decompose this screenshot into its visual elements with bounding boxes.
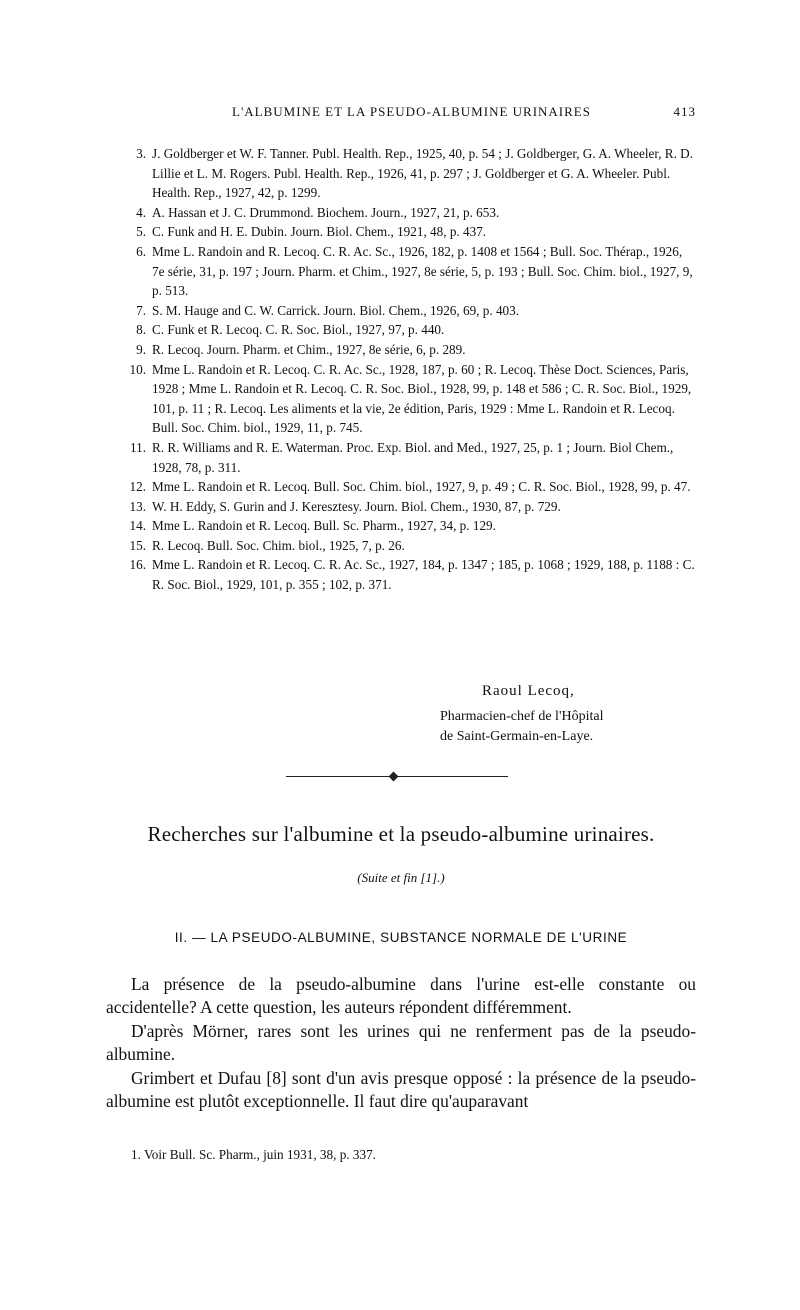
reference-item <box>106 477 696 497</box>
author-signature <box>440 681 700 747</box>
reference-text: A. Hassan et J. C. Drummond. Biochem. Journ., 1927, 21, p. 653. <box>152 204 500 220</box>
reference-item <box>106 144 696 203</box>
reference-text: J. Goldberger et W. F. Tanner. Publ. Health. Rep., 1925, 40, p. 54 ; J. Goldberger, G. A. Wheeler, R. D. Lillie et L. M. Rogers. Publ. Health. Rep., 1926, 41, p. 297 ; J. Goldberger et G. A. Wheeler. Publ. Health. Rep., 1927, 42, p. 1299. <box>152 146 694 201</box>
running-title: L'ALBUMINE ET LA PSEUDO-ALBUMINE URINAIRES <box>232 104 591 119</box>
reference-item <box>106 320 696 340</box>
reference-text: R. R. Williams and R. E. Waterman. Proc. Exp. Biol. and Med., 1927, 25, p. 1 ; Journ. Biol Chem., 1928, 78, p. 311. <box>152 439 674 475</box>
reference-text: Mme L. Randoin et R. Lecoq. Bull. Soc. Chim. biol., 1927, 9, p. 49 ; C. R. Soc. Biol., 1928, 99, p. 47. <box>152 479 691 495</box>
paragraph-1: La présence de la pseudo-albumine dans l'urine est-elle constante ou accidentelle? A cette question, les auteurs répondent différemment. <box>106 974 696 1018</box>
reference-number: 3. <box>136 146 146 161</box>
reference-text: Mme L. Randoin et R. Lecoq. C. R. Ac. Sc., 1928, 187, p. 60 ; R. Lecoq. Thèse Doct. Sciences, Paris, 1928 ; Mme L. Randoin et R. Lecoq. C. R. Soc. Biol., 1928, 99, p. 148 et 586 ; C. R. Soc. Biol., 1929, 101, p. 11 ; R. Lecoq. Les aliments et la vie, 2e édition, Paris, 1929 : Mme L. Randoin et R. Lecoq. Bull. Soc. Chim. biol., 1929, 11, p. 745. <box>152 361 692 436</box>
reference-text: C. Funk et R. Lecoq. C. R. Soc. Biol., 1927, 97, p. 440. <box>152 322 445 338</box>
reference-text: R. Lecoq. Journ. Pharm. et Chim., 1927, 8e série, 6, p. 289. <box>152 341 466 357</box>
reference-text: C. Funk and H. E. Dubin. Journ. Biol. Chem., 1921, 48, p. 437. <box>152 224 487 240</box>
reference-text: Mme L. Randoin et R. Lecoq. Bull. Sc. Pharm., 1927, 34, p. 129. <box>152 518 496 534</box>
paragraph-3: Grimbert et Dufau [8] sont d'un avis presque opposé : la présence de la pseudo-albumine est plutôt exceptionnelle. Il faut dire qu'auparavant <box>106 1067 696 1112</box>
reference-text: Mme L. Randoin and R. Lecoq. C. R. Ac. Sc., 1926, 182, p. 1408 et 1564 ; Bull. Soc. Thérap., 1926, 7e série, 31, p. 197 ; Journ. Pharm. et Chim., 1927, 8e série, 5, p. 193 ; Bull. Soc. Chim. biol., 1927, 9, p. 513. <box>152 243 693 299</box>
reference-item <box>106 301 696 321</box>
reference-number: 10. <box>129 361 146 377</box>
reference-number: 5. <box>136 224 146 240</box>
reference-item <box>106 497 696 517</box>
running-header <box>106 104 696 128</box>
reference-number: 7. <box>136 302 146 318</box>
reference-item <box>106 536 696 556</box>
reference-item <box>106 360 696 438</box>
reference-item <box>106 438 696 477</box>
reference-item <box>106 203 696 223</box>
reference-number: 12. <box>129 479 146 495</box>
reference-list <box>106 144 696 595</box>
reference-number: 16. <box>129 557 146 573</box>
reference-number: 4. <box>136 204 146 220</box>
reference-number: 8. <box>136 322 146 338</box>
section-heading: II. — LA PSEUDO-ALBUMINE, SUBSTANCE NORMALE DE L'URINE <box>174 930 628 945</box>
reference-number: 11. <box>130 439 146 455</box>
footnote: 1. Voir Bull. Sc. Pharm., juin 1931, 38, p. 337. <box>131 1147 376 1162</box>
article-subtitle: (Suite et fin [1].) <box>357 870 445 885</box>
reference-number: 13. <box>129 498 146 514</box>
author-name: Raoul Lecoq, <box>482 683 575 699</box>
reference-item <box>106 222 696 242</box>
paragraph-2: D'après Mörner, rares sont les urines qui ne renferment pas de la pseudo-albumine. <box>106 1020 696 1065</box>
reference-text: Mme L. Randoin et R. Lecoq. C. R. Ac. Sc., 1927, 184, p. 1347 ; 185, p. 1068 ; 1929, 188, p. 1188 : C. R. Soc. Biol., 1929, 101, p. 355 ; 102, p. 371. <box>152 557 695 593</box>
affiliation-line-2: de Saint-Germain-en-Laye. <box>440 729 594 744</box>
reference-text: W. H. Eddy, S. Gurin and J. Keresztesy. Journ. Biol. Chem., 1930, 87, p. 729. <box>152 498 561 514</box>
reference-number: 6. <box>136 243 146 259</box>
reference-number: 14. <box>129 518 146 534</box>
article-title: Recherches sur l'albumine et la pseudo-albumine urinaires. <box>147 822 655 846</box>
reference-number: 15. <box>129 537 146 553</box>
affiliation-line-1: Pharmacien-chef de l'Hôpital <box>440 709 604 724</box>
page-number: 413 <box>673 104 696 119</box>
reference-number: 9. <box>136 341 146 357</box>
body-text <box>106 973 696 1113</box>
reference-item <box>106 242 696 301</box>
reference-text: S. M. Hauge and C. W. Carrick. Journ. Biol. Chem., 1926, 69, p. 403. <box>152 302 520 318</box>
reference-item <box>106 516 696 536</box>
reference-item <box>106 340 696 360</box>
separator-diamond-icon <box>389 772 399 782</box>
section-separator <box>286 776 508 777</box>
reference-item <box>106 555 696 594</box>
reference-text: R. Lecoq. Bull. Soc. Chim. biol., 1925, 7, p. 26. <box>152 537 405 553</box>
